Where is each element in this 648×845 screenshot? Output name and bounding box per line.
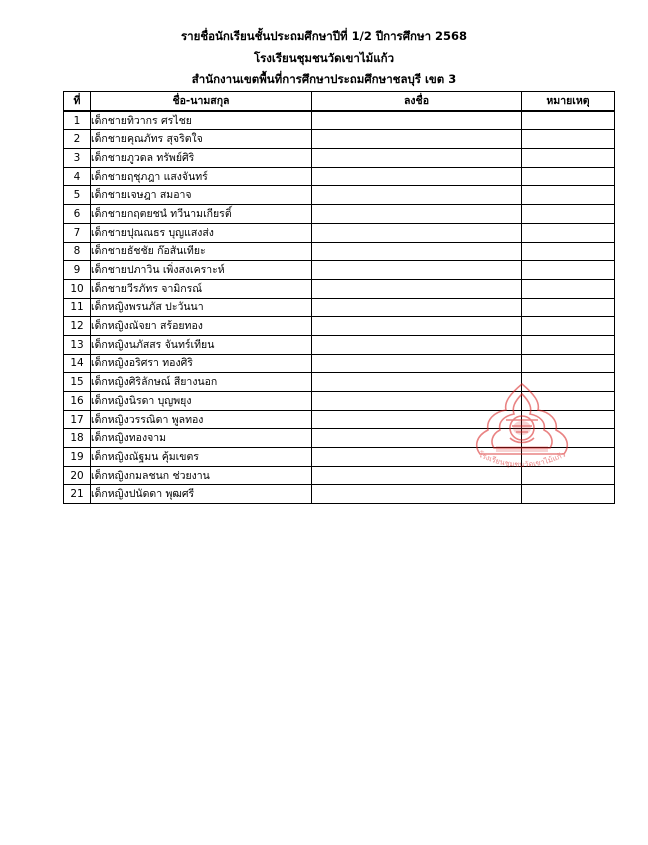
row-number: 3 — [64, 149, 91, 168]
table-row — [64, 298, 615, 317]
remarks-cell — [522, 186, 615, 205]
row-number: 20 — [64, 466, 91, 485]
svg-text:โรงเรียนชุมชนวัดเขาไม้แก้ว — [477, 450, 567, 469]
seal-text: โรงเรียนชุมชนวัดเขาไม้แก้ว — [477, 449, 567, 470]
row-number: 15 — [64, 373, 91, 392]
row-number: 5 — [64, 186, 91, 205]
row-number: 4 — [64, 167, 91, 186]
signature-cell — [312, 186, 522, 205]
row-number: 6 — [64, 205, 91, 224]
table-header-row — [64, 92, 615, 111]
table-row — [64, 485, 615, 504]
row-number: 21 — [64, 485, 91, 504]
table-row — [64, 167, 615, 186]
column-header-signature: ลงชื่อ — [312, 92, 522, 111]
table-row — [64, 261, 615, 280]
school-seal-icon — [466, 380, 578, 480]
table-row — [64, 317, 615, 336]
remarks-cell — [522, 242, 615, 261]
student-name: เด็กหญิงทองจาม — [91, 429, 312, 448]
student-name: เด็กหญิงกมลชนก ช่วยงาน — [91, 466, 312, 485]
remarks-cell — [522, 205, 615, 224]
remarks-cell — [522, 298, 615, 317]
signature-cell — [312, 130, 522, 149]
row-number: 1 — [64, 111, 91, 130]
remarks-cell — [522, 111, 615, 130]
remarks-cell — [522, 335, 615, 354]
student-name: เด็กหญิงวรรณิดา พูลทอง — [91, 410, 312, 429]
remarks-cell — [522, 130, 615, 149]
signature-cell — [312, 354, 522, 373]
table-row — [64, 111, 615, 130]
signature-cell — [312, 167, 522, 186]
student-name: เด็กชายปภาวิน เพิ่งสงเคราะห์ — [91, 261, 312, 280]
student-name: เด็กชายกฤตยชนํ ทวีนามเกียรติ์ — [91, 205, 312, 224]
student-name: เด็กหญิงนิรดา บุญพยุง — [91, 392, 312, 411]
row-number: 17 — [64, 410, 91, 429]
column-header-name: ชื่อ-นามสกุล — [91, 92, 312, 111]
signature-cell — [312, 317, 522, 336]
signature-cell — [312, 335, 522, 354]
signature-cell — [312, 261, 522, 280]
row-number: 7 — [64, 223, 91, 242]
student-name: เด็กชายฤชุภฎา แสงจันทร์ — [91, 167, 312, 186]
table-row — [64, 242, 615, 261]
signature-cell — [312, 298, 522, 317]
table-row — [64, 354, 615, 373]
row-number: 12 — [64, 317, 91, 336]
signature-cell — [312, 111, 522, 130]
row-number: 8 — [64, 242, 91, 261]
student-name: เด็กชายเจษฎา สมอาจ — [91, 186, 312, 205]
row-number: 14 — [64, 354, 91, 373]
signature-cell — [312, 205, 522, 224]
signature-cell — [312, 242, 522, 261]
row-number: 9 — [64, 261, 91, 280]
row-number: 11 — [64, 298, 91, 317]
table-row — [64, 149, 615, 168]
student-name: เด็กหญิงศิริลักษณ์ สียางนอก — [91, 373, 312, 392]
remarks-cell — [522, 167, 615, 186]
remarks-cell — [522, 223, 615, 242]
remarks-cell — [522, 149, 615, 168]
column-header-remarks: หมายเหตุ — [522, 92, 615, 111]
row-number: 2 — [64, 130, 91, 149]
row-number: 19 — [64, 448, 91, 467]
row-number: 13 — [64, 335, 91, 354]
student-name: เด็กหญิงณัจยา สร้อยทอง — [91, 317, 312, 336]
student-name: เด็กหญิงปนัดดา พุฒศรี — [91, 485, 312, 504]
remarks-cell — [522, 317, 615, 336]
remarks-cell — [522, 485, 615, 504]
table-row — [64, 223, 615, 242]
table-row — [64, 335, 615, 354]
table-row — [64, 130, 615, 149]
document-title: รายชื่อนักเรียนชั้นประถมศึกษาปีที่ 1/2 ปีการศึกษา 2568 — [180, 29, 468, 43]
signature-cell — [312, 485, 522, 504]
row-number: 16 — [64, 392, 91, 411]
student-name: เด็กชายภูวดล ทรัพย์ศิริ — [91, 149, 312, 168]
signature-cell — [312, 279, 522, 298]
student-name: เด็กชายวีรภัทร จามิกรณ์ — [91, 279, 312, 298]
remarks-cell — [522, 279, 615, 298]
remarks-cell — [522, 354, 615, 373]
student-name: เด็กหญิงอริศรา ทองศิริ — [91, 354, 312, 373]
student-name: เด็กหญิงณัฐมน คุ้มเขตร — [91, 448, 312, 467]
student-name: เด็กชายทิวากร ศรไชย — [91, 111, 312, 130]
column-header-number: ที่ — [64, 92, 91, 111]
student-name: เด็กหญิงพรนภัส ปะวันนา — [91, 298, 312, 317]
district-office: สำนักงานเขตพื้นที่การศึกษาประถมศึกษาชลบุรี เขต 3 — [191, 72, 457, 86]
row-number: 18 — [64, 429, 91, 448]
table-row — [64, 279, 615, 298]
student-name: เด็กชายปุณณธร บุญแสงส่ง — [91, 223, 312, 242]
row-number: 10 — [64, 279, 91, 298]
student-name: เด็กชายคุณภัทร สุจริตใจ — [91, 130, 312, 149]
signature-cell — [312, 149, 522, 168]
signature-cell — [312, 223, 522, 242]
student-name: เด็กหญิงนภัสสร จันทร์เทียน — [91, 335, 312, 354]
school-name: โรงเรียนชุมชนวัดเขาไม้แก้ว — [253, 51, 395, 65]
student-name: เด็กชายธัชชัย ก๊อสันเทียะ — [91, 242, 312, 261]
table-row — [64, 186, 615, 205]
remarks-cell — [522, 261, 615, 280]
table-row — [64, 205, 615, 224]
